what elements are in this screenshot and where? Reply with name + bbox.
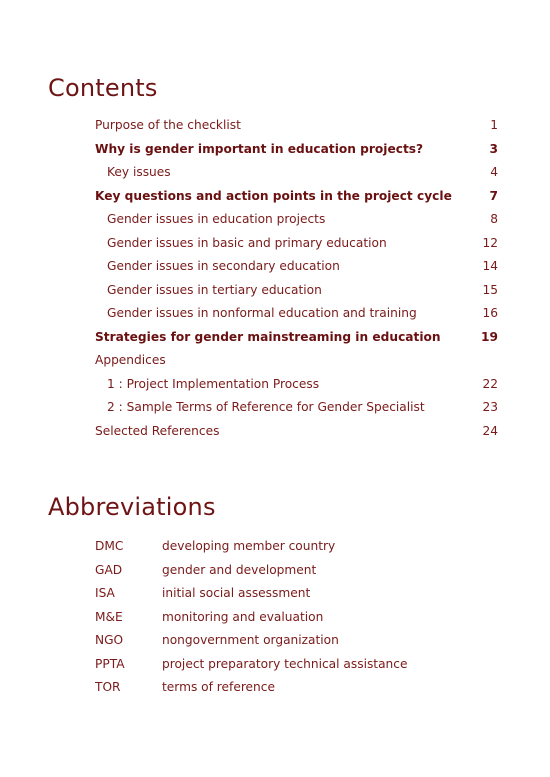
contents-title: Contents <box>48 74 158 102</box>
toc-entry-page: 14 <box>482 259 498 273</box>
toc-entry[interactable] <box>95 138 498 162</box>
toc-entry-page: 3 <box>489 141 498 156</box>
toc-entry[interactable] <box>95 232 498 256</box>
toc-entry[interactable] <box>95 373 498 397</box>
abbreviation-row <box>95 606 475 630</box>
abbreviation-row <box>95 559 475 583</box>
abbreviation-row <box>95 653 475 677</box>
abbreviation-meaning: project preparatory technical assistance <box>162 656 408 671</box>
toc-entry[interactable] <box>95 185 498 209</box>
abbreviation-code: DMC <box>95 539 124 553</box>
abbreviation-meaning: nongovernment organization <box>162 633 339 647</box>
abbreviations-list <box>95 535 475 700</box>
toc-entry-page: 24 <box>482 423 498 438</box>
toc-entry[interactable] <box>95 279 498 303</box>
toc-entry-label: Gender issues in education projects <box>107 212 326 226</box>
toc-entry-label: Why is gender important in education projects? <box>95 141 424 156</box>
toc-entry-page: 4 <box>490 165 498 179</box>
abbreviation-row <box>95 629 475 653</box>
abbreviation-code: GAD <box>95 562 123 577</box>
abbreviation-code: PPTA <box>95 656 125 671</box>
toc-entry[interactable] <box>95 326 498 350</box>
toc-entry[interactable] <box>95 208 498 232</box>
abbreviation-code: TOR <box>95 680 121 694</box>
abbreviation-meaning: monitoring and evaluation <box>162 609 324 624</box>
abbreviation-row <box>95 582 475 606</box>
toc-entry-label: Gender issues in basic and primary education <box>107 235 387 250</box>
toc-entry[interactable] <box>95 114 498 138</box>
toc-entry-page: 22 <box>482 376 498 391</box>
toc-entry-page: 23 <box>482 400 498 414</box>
toc-entry-label: 2 : Sample Terms of Reference for Gender Specialist <box>107 400 425 414</box>
abbreviation-meaning: initial social assessment <box>162 586 311 600</box>
toc-entry-label: Key issues <box>107 165 171 179</box>
toc-entry-label: Gender issues in nonformal education and training <box>107 306 417 320</box>
toc-entry-page: 7 <box>489 188 498 203</box>
toc-entry-label: Selected References <box>95 423 220 438</box>
toc-entry-page: 8 <box>490 212 498 226</box>
toc-entry-label: Strategies for gender mainstreaming in education <box>95 329 441 344</box>
toc-entry-page: 12 <box>482 235 498 250</box>
toc-entry[interactable] <box>95 255 498 279</box>
toc-entry-page: 16 <box>482 306 498 320</box>
toc-entry-label: Gender issues in tertiary education <box>107 282 322 297</box>
toc-entry-page: 15 <box>482 282 498 297</box>
abbreviation-meaning: terms of reference <box>162 680 275 694</box>
abbreviation-code: ISA <box>95 586 115 600</box>
toc-entry[interactable] <box>95 161 498 185</box>
abbreviation-code: NGO <box>95 633 124 647</box>
toc-entry <box>95 349 498 373</box>
toc-entry-page: 19 <box>481 329 498 344</box>
toc-entry-page: 1 <box>490 118 498 132</box>
abbreviation-code: M&E <box>95 609 123 624</box>
abbreviation-row <box>95 535 475 559</box>
toc-entry-label: 1 : Project Implementation Process <box>107 376 320 391</box>
abbreviation-row <box>95 676 475 700</box>
toc-entry-label: Gender issues in secondary education <box>107 259 340 273</box>
toc-entry[interactable] <box>95 396 498 420</box>
table-of-contents <box>95 114 498 443</box>
toc-entry-label: Purpose of the checklist <box>95 118 241 132</box>
toc-entry-label: Key questions and action points in the project cycle <box>95 188 452 203</box>
abbreviation-meaning: developing member country <box>162 539 336 553</box>
abbreviations-title: Abbreviations <box>48 493 216 521</box>
toc-entry[interactable] <box>95 420 498 444</box>
toc-entry-label: Appendices <box>95 353 166 367</box>
abbreviation-meaning: gender and development <box>162 562 317 577</box>
toc-entry[interactable] <box>95 302 498 326</box>
